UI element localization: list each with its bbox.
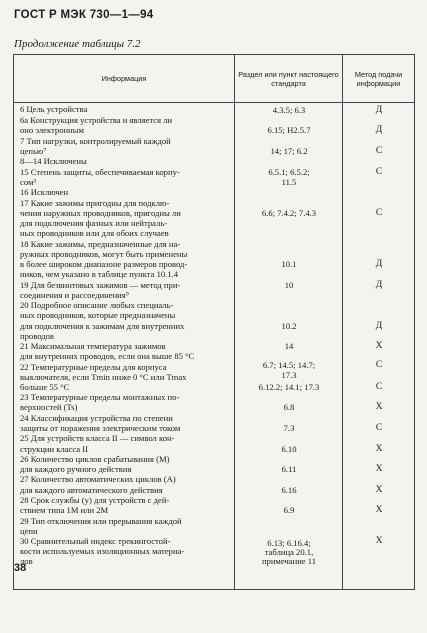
information-line: 16 Исключен — [20, 187, 69, 197]
information-line: для подключения к зажимам для внутренних — [20, 321, 185, 331]
information-line: для каждого автоматического действия — [20, 485, 163, 495]
section-reference: 6.8 — [283, 402, 295, 412]
method-code: Д — [375, 280, 383, 290]
column-header-information: Информация — [14, 55, 235, 103]
information-line: 28 Срок службы (у) для устройств с дей- — [20, 495, 170, 505]
section-reference: 6.7; 14.5; 14.7; — [262, 360, 316, 370]
information-line: для внутренних проводов, если она выше 85 °С — [20, 351, 195, 361]
document-header: ГОСТ Р МЭК 730—1—94 — [14, 9, 154, 21]
section-reference: примечание 11 — [261, 556, 317, 566]
information-line: лов — [20, 556, 33, 566]
section-reference: 6.6; 7.4.2; 7.4.3 — [261, 208, 317, 218]
information-line: 27 Количество автоматических циклов (A) — [20, 474, 176, 484]
information-line: 23 Температурные пределы монтажных по- — [20, 392, 180, 402]
information-line: 15 Степень защиты, обеспечиваемая корпу- — [20, 167, 180, 177]
method-code: С — [375, 146, 383, 156]
information-line: проводов — [20, 331, 54, 341]
information-line: для подключения фазных или нейтраль- — [20, 218, 168, 228]
information-line: 6 Цель устройства — [20, 104, 88, 114]
information-line: верхностей (Ts) — [20, 402, 78, 412]
information-line: 6а Конструкция устройства и является ли — [20, 115, 173, 125]
method-code: Х — [375, 536, 383, 546]
information-line: 30 Сравнительный индекс трекингостой- — [20, 536, 171, 546]
column-header-section: Раздел или пункт настоящего стандарта — [235, 55, 343, 103]
information-line: оно электронным — [20, 125, 84, 135]
information-line: 18 Какие зажимы, предназначенные для на- — [20, 239, 181, 249]
section-reference: 14 — [284, 341, 294, 351]
information-line: 7 Тип нагрузки, контролируемый каждой — [20, 136, 171, 146]
information-line: струкции класса II — [20, 444, 88, 454]
information-line: кости используемых изоляционных материа- — [20, 546, 185, 556]
table-continuation-label: Продолжение таблицы 7.2 — [14, 38, 141, 50]
section-reference: 10 — [284, 280, 294, 290]
information-line: соединения и рассоединения⁹ — [20, 290, 129, 300]
information-line: 29 Тип отключения или прерывания каждой — [20, 516, 182, 526]
method-code: С — [375, 208, 383, 218]
method-code: Х — [375, 341, 383, 351]
section-reference: 10.1 — [281, 259, 297, 269]
section-reference: 6.15; Н2.5.7 — [267, 125, 311, 135]
information-line: цепи — [20, 526, 38, 536]
method-code: Х — [375, 505, 383, 515]
section-reference: 6.13; 6.16.4; — [267, 538, 311, 548]
information-line: ружных проводников, могут быть применены — [20, 249, 188, 259]
information-line: чения наружных проводников, пригодны ли — [20, 208, 181, 218]
information-line: ных проводников или для обоих случаев — [20, 228, 169, 238]
information-line: ных проводников, которые предназначены — [20, 310, 176, 320]
method-code: С — [375, 423, 383, 433]
section-column — [235, 103, 343, 590]
page-number: 38 — [14, 562, 27, 574]
section-reference: 6.16 — [281, 485, 297, 495]
method-code: Х — [375, 402, 383, 412]
information-line: цепью⁷ — [20, 146, 47, 156]
section-reference: 17.3 — [281, 370, 297, 380]
section-reference: 7.3 — [283, 423, 295, 433]
information-line: 21 Максимальная температура зажимов — [20, 341, 166, 351]
section-reference: таблица 20.1, — [264, 547, 314, 557]
information-line: больше 55 °С — [20, 382, 70, 392]
section-reference: 6.12.2; 14.1; 17.3 — [258, 382, 320, 392]
method-code: Д — [375, 321, 383, 331]
method-column — [343, 103, 415, 590]
section-reference: 11.5 — [281, 177, 297, 187]
method-code: Х — [375, 464, 383, 474]
section-reference: 6.9 — [283, 505, 295, 515]
information-line: 19 Для безвинтовых зажимов — метод при- — [20, 280, 181, 290]
section-reference: 10.2 — [281, 321, 297, 331]
information-line: сом³ — [20, 177, 36, 187]
column-header-method: Метод подачи информации — [343, 55, 415, 103]
section-reference: 6.11 — [281, 464, 297, 474]
method-code: Х — [375, 444, 383, 454]
method-code: С — [375, 167, 383, 177]
section-reference: 4.3.5; 6.3 — [272, 105, 306, 115]
table-7-2 — [13, 54, 415, 590]
information-line: ников, чем указано в таблице пункта 10.1.4 — [20, 269, 179, 279]
method-code: Д — [375, 105, 383, 115]
information-line: 25 Для устройств класса II — символ кон- — [20, 433, 175, 443]
information-line: 24 Классификация устройства по степени — [20, 413, 173, 423]
information-line: в более широком диапазоне размеров провод- — [20, 259, 188, 269]
method-code: Д — [375, 259, 383, 269]
information-line: 17 Какие зажимы пригодны для подклю- — [20, 198, 170, 208]
information-line: 8—14 Исключены — [20, 156, 87, 166]
information-line: 22 Температурные пределы для корпуса — [20, 362, 167, 372]
section-reference: 6.10 — [281, 444, 297, 454]
method-code: Х — [375, 485, 383, 495]
section-reference: 6.5.1; 6.5.2; — [268, 167, 310, 177]
information-line: защиты от поражения электрическим током — [20, 423, 181, 433]
information-line: ствием типа 1M или 2M — [20, 505, 109, 515]
information-line: для каждого ручного действия — [20, 464, 132, 474]
method-code: С — [375, 360, 383, 370]
information-column — [14, 103, 235, 590]
method-code: С — [375, 382, 383, 392]
information-line: выключателя, если Tmin ниже 0 °С или Tmax — [20, 372, 187, 382]
method-code: Д — [375, 125, 383, 135]
information-line: 20 Подробное описание любых специаль- — [20, 300, 174, 310]
section-reference: 14; 17; 6.2 — [270, 146, 308, 156]
information-line: 26 Количество циклов срабатывания (M) — [20, 454, 170, 464]
